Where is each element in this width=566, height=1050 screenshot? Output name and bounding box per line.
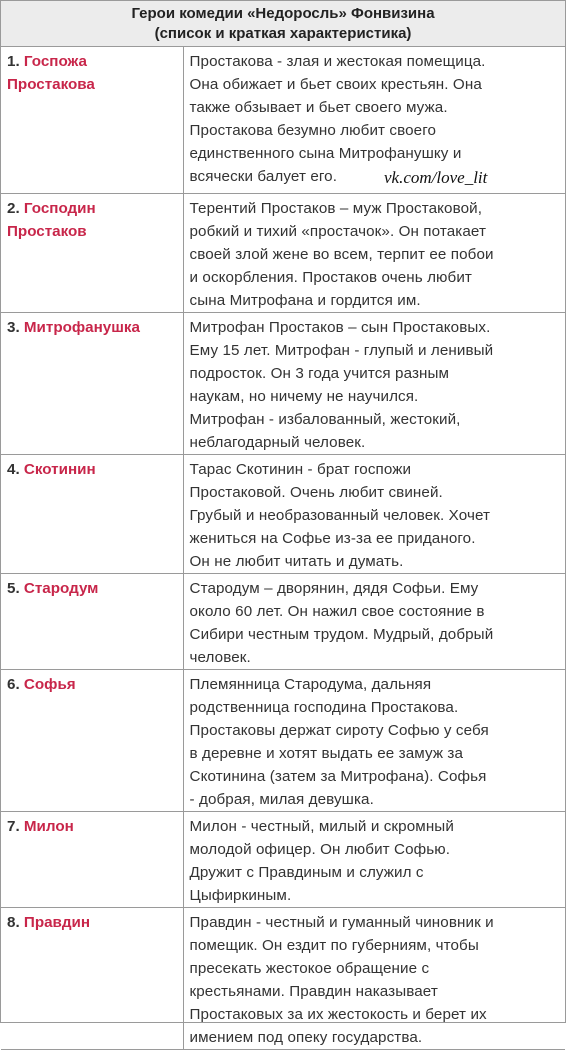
character-description-cell (183, 454, 565, 573)
character-name-cell (1, 312, 183, 454)
character-description-cell (183, 907, 565, 1049)
character-number: 1. (7, 53, 20, 70)
table-title (1, 1, 565, 47)
description-line: Скотинина (затем за Митрофана). Софья (189, 767, 487, 785)
description-line: Терентий Простаков – муж Простаковой, (189, 199, 483, 217)
description-line: Митрофан Простаков – сын Простаковых. (189, 318, 491, 336)
description-line: подросток. Он 3 года учится разным (189, 364, 450, 382)
description-line: своей злой жене во всем, терпит ее побои (189, 245, 494, 263)
description-line: Простакова - злая и жестокая помещица. (189, 53, 486, 70)
character-description-cell (183, 312, 565, 454)
description-line: Простакова безумно любит своего (189, 122, 437, 139)
character-description-cell (183, 47, 565, 193)
characters-table (1, 47, 565, 1050)
description-line: жениться на Софье из-за ее приданого. (189, 529, 476, 547)
title-line-2: (список и краткая характеристика) (154, 25, 412, 42)
character-name: Простаков (7, 222, 87, 240)
description-line: Тарас Скотинин - брат госпожи (189, 460, 412, 478)
character-description-cell (183, 193, 565, 312)
description-line: - добрая, милая девушка. (189, 790, 374, 808)
description-line: родственница господина Простакова. (189, 698, 459, 716)
table-row (1, 312, 565, 454)
watermark: vk.com/love_lit (384, 168, 488, 187)
character-name-cell (1, 193, 183, 312)
character-name: Господин (23, 199, 96, 217)
description-line: около 60 лет. Он нажил свое состояние в (189, 602, 485, 620)
table-row (1, 669, 565, 811)
description-line: Она обижает и бьет своих крестьян. Она (189, 76, 482, 93)
description-line: Простаковы держат сироту Софью у себя (189, 721, 489, 739)
description-line: всячески балует его. (189, 168, 338, 185)
description-line: имением под опеку государства. (189, 1028, 423, 1046)
character-number: 6. (7, 675, 20, 693)
description-line: крестьянами. Правдин наказывает (189, 982, 438, 1000)
character-description-cell (183, 669, 565, 811)
description-line: в деревне и хотят выдать ее замуж за (189, 744, 464, 762)
description-line: и оскорбления. Простаков очень любит (189, 268, 472, 286)
character-number: 5. (7, 579, 20, 597)
description-line: Ему 15 лет. Митрофан - глупый и ленивый (189, 341, 494, 359)
character-number: 8. (7, 913, 20, 931)
description-line: Грубый и необразованный человек. Хочет (189, 506, 491, 524)
character-name: Скотинин (23, 460, 96, 478)
character-name-cell (1, 811, 183, 907)
description-line: помещик. Он ездит по губерниям, чтобы (189, 936, 479, 954)
description-line: наукам, но ничему не научился. (189, 387, 419, 405)
description-line: пресекать жестокое обращение с (189, 959, 430, 977)
character-name: Госпожа (23, 53, 87, 70)
character-name: Милон (23, 817, 74, 835)
description-line: Сибири честным трудом. Мудрый, добрый (189, 625, 494, 643)
character-name-cell (1, 573, 183, 669)
table-row (1, 811, 565, 907)
title-line-1: Герои комедии «Недоросль» Фонвизина (131, 5, 435, 22)
character-description-cell (183, 811, 565, 907)
character-name-cell (1, 669, 183, 811)
description-line: неблагодарный человек. (189, 433, 366, 451)
description-line: также обзывает и бьет своего мужа. (189, 99, 448, 116)
description-line: робкий и тихий «простачок». Он потакает (189, 222, 487, 240)
character-number: 2. (7, 199, 20, 217)
character-description-cell (183, 573, 565, 669)
description-line: единственного сына Митрофанушку и (189, 145, 462, 162)
character-name-cell (1, 47, 183, 193)
description-line: Митрофан - избалованный, жестокий, (189, 410, 461, 428)
character-name-cell (1, 907, 183, 1049)
description-line: сына Митрофана и гордится им. (189, 291, 421, 309)
character-name: Простакова (7, 76, 95, 93)
table-row (1, 573, 565, 669)
character-name: Стародум (23, 579, 99, 597)
description-line: Простаковых за их жестокость и берет их (189, 1005, 487, 1023)
description-line: Стародум – дворянин, дядя Софьи. Ему (189, 579, 479, 597)
description-line: Дружит с Правдиным и служил с (189, 863, 424, 881)
table-row (1, 193, 565, 312)
table-row (1, 454, 565, 573)
character-number: 3. (7, 318, 20, 336)
description-line: молодой офицер. Он любит Софью. (189, 840, 451, 858)
table-row (1, 907, 565, 1049)
character-name: Правдин (23, 913, 91, 931)
character-number: 4. (7, 460, 20, 478)
description-line: Милон - честный, милый и скромный (189, 817, 454, 835)
character-number: 7. (7, 817, 20, 835)
character-name: Софья (23, 675, 76, 693)
character-name: Митрофанушка (23, 318, 140, 336)
description-line: Цыфиркиным. (189, 886, 292, 904)
description-line: Правдин - честный и гуманный чиновник и (189, 913, 494, 931)
description-line: Племянница Стародума, дальняя (189, 675, 432, 693)
description-line: Он не любит читать и думать. (189, 552, 404, 570)
description-line: Простаковой. Очень любит свиней. (189, 483, 443, 501)
character-name-cell (1, 454, 183, 573)
description-line: человек. (189, 648, 251, 666)
